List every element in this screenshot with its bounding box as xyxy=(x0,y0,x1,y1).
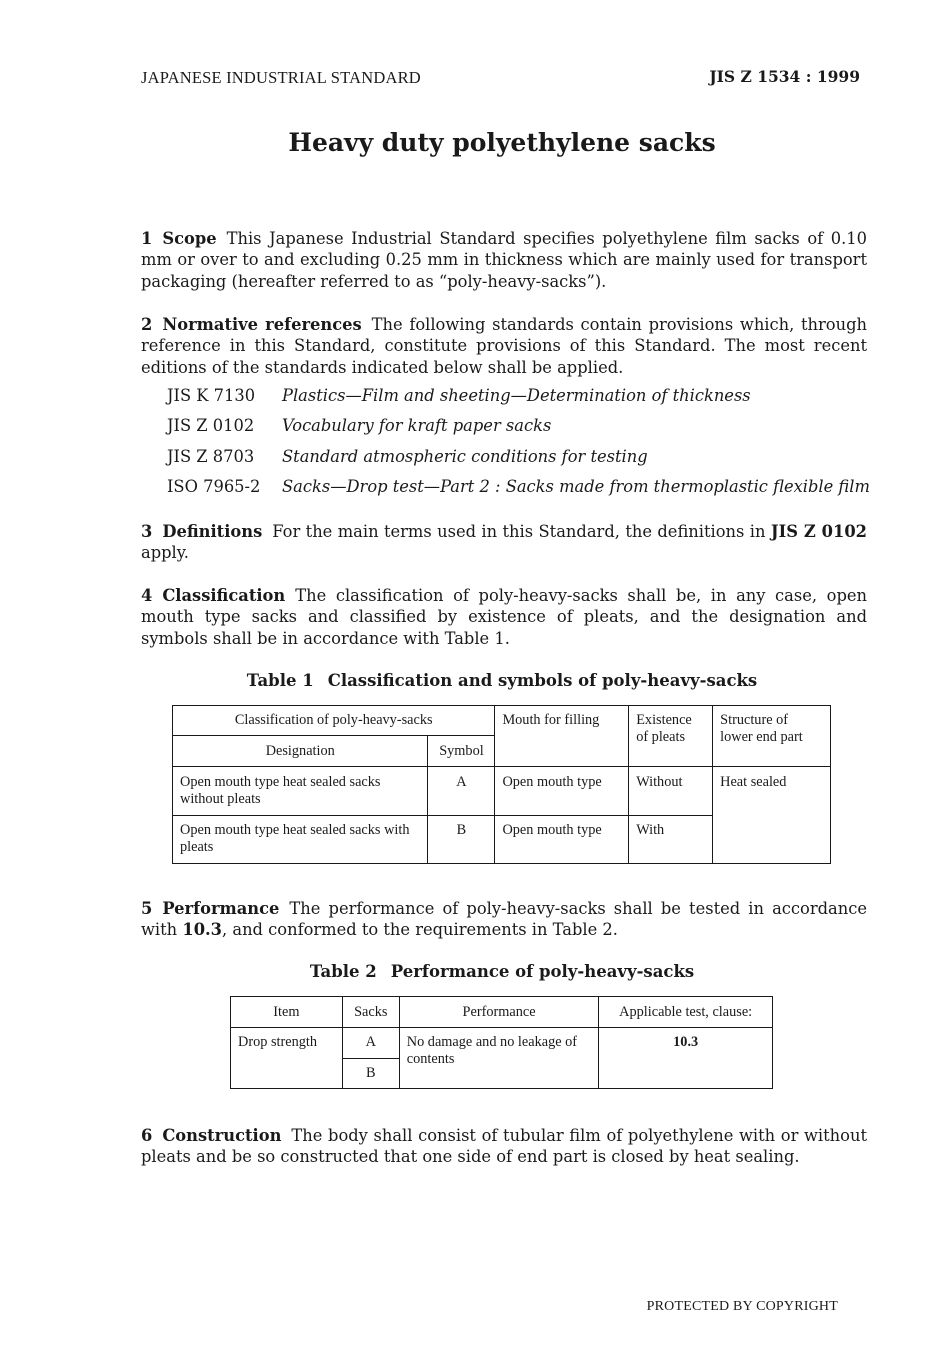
section-reference: 10.3 xyxy=(182,920,223,940)
table1-classification xyxy=(172,705,831,864)
table2-cell-test: 10.3 xyxy=(599,1028,773,1089)
copyright-notice: PROTECTED BY COPYRIGHT xyxy=(646,1299,838,1314)
table1-header-pleats: Existence of pleats xyxy=(629,706,713,767)
table2-header-item: Item xyxy=(231,997,343,1028)
table1-header-structure: Structure of lower end part xyxy=(713,706,831,767)
section-text: The following standards contain provisions which, through reference in this Standard, constitute provisions of this Standard. The most recent editions of the standards indicated below shall be applied. xyxy=(141,315,867,377)
reference-item xyxy=(167,477,870,507)
table1-cell-designation: Open mouth type heat sealed sacks with pleats xyxy=(173,816,428,864)
reference-code: JIS Z 8703 xyxy=(167,446,255,466)
table2-caption xyxy=(0,962,950,981)
section-number: 1 xyxy=(141,229,153,248)
table1-header-classification: Classification of poly-heavy-sacks xyxy=(173,706,495,736)
table1-cell-structure: Heat sealed xyxy=(713,767,831,864)
section-heading: Normative references xyxy=(162,315,362,334)
table1-cell-pleats: Without xyxy=(629,767,713,816)
table2-cell-item: Drop strength xyxy=(231,1028,343,1089)
table1-title: Classification and symbols of poly-heavy-sacks xyxy=(327,671,758,690)
section-number: 2 xyxy=(141,315,153,334)
section-text-end: apply. xyxy=(141,543,189,563)
section-heading: Classification xyxy=(162,586,286,605)
section-heading: Scope xyxy=(162,229,217,248)
table2-cell-performance: No damage and no leakage of contents xyxy=(399,1028,599,1089)
reference-code: JIS K 7130 xyxy=(167,386,256,405)
table2-label: Table 2 xyxy=(309,962,377,981)
table1-caption xyxy=(0,671,950,690)
table2-header-test: Applicable test, clause: xyxy=(599,997,773,1028)
section-text: This Japanese Industrial Standard specifies polyethylene film sacks of 0.10 mm or over to and excluding 0.25 mm in thickness which are mainly used for transport packaging (hereafter referred to as “poly-heavy-sacks”). xyxy=(141,229,867,291)
reference-code: JIS Z 0102 xyxy=(167,416,255,436)
section-text-end: , and conformed to the requirements in Table 2. xyxy=(222,920,618,940)
table-row xyxy=(173,767,831,816)
table1-header-mouth: Mouth for filling xyxy=(495,706,629,767)
section-text: The classification of poly-heavy-sacks shall be, in any case, open mouth type sacks and classified by existence of pleats, and the designation and symbols shall be in accordance with Table 1. xyxy=(141,586,867,648)
document-title: Heavy duty polyethylene sacks xyxy=(288,128,716,157)
standard-header-label: JAPANESE INDUSTRIAL STANDARD xyxy=(141,68,421,87)
section-text: The body shall consist of tubular film of polyethylene with or without pleats and be so constructed that one side of end part is closed by heat sealing. xyxy=(141,1126,867,1167)
section-text: For the main terms used in this Standard, the definitions in xyxy=(272,522,766,541)
table1-cell-mouth: Open mouth type xyxy=(495,816,629,864)
table1-cell-designation: Open mouth type heat sealed sacks without pleats xyxy=(173,767,428,816)
section-classification xyxy=(141,585,867,649)
section-number: 3 xyxy=(141,522,153,541)
table1-cell-mouth: Open mouth type xyxy=(495,767,629,816)
table2-cell-sacks-a: A xyxy=(342,1028,399,1059)
reference-code: ISO 7965-2 xyxy=(167,477,261,497)
table-row xyxy=(231,1028,773,1059)
section-heading: Construction xyxy=(162,1126,282,1145)
reference-item xyxy=(167,416,870,446)
table1-header-designation: Designation xyxy=(173,736,428,767)
section-number: 6 xyxy=(141,1126,153,1145)
table1-cell-pleats: With xyxy=(629,816,713,864)
section-text: The performance of poly-heavy-sacks shall be tested in accordance with xyxy=(141,899,867,940)
reference-item xyxy=(167,447,870,477)
section-reference: JIS Z 0102 xyxy=(770,522,867,541)
table2-performance xyxy=(230,996,773,1089)
section-number: 4 xyxy=(141,586,153,605)
reference-list xyxy=(167,386,870,508)
table2-header-sacks: Sacks xyxy=(342,997,399,1028)
section-definitions xyxy=(141,521,867,564)
table2-cell-sacks-b: B xyxy=(342,1059,399,1089)
reference-title: Vocabulary for kraft paper sacks xyxy=(282,416,552,436)
standard-number: JIS Z 1534 : 1999 xyxy=(709,67,860,86)
section-normative-references xyxy=(141,314,867,378)
section-performance xyxy=(141,898,867,941)
reference-item xyxy=(167,386,870,416)
reference-title: Plastics—Film and sheeting—Determination of thickness xyxy=(282,386,751,405)
reference-title: Standard atmospheric conditions for testing xyxy=(282,446,648,466)
table1-label: Table 1 xyxy=(246,671,314,690)
section-construction xyxy=(141,1125,867,1168)
section-heading: Performance xyxy=(162,899,280,918)
section-number: 5 xyxy=(141,899,153,918)
table1-header-symbol: Symbol xyxy=(428,736,495,767)
table2-title: Performance of poly-heavy-sacks xyxy=(390,962,695,981)
table1-cell-symbol: A xyxy=(428,767,495,816)
section-scope xyxy=(141,228,867,292)
table2-header-performance: Performance xyxy=(399,997,599,1028)
section-heading: Definitions xyxy=(162,522,263,541)
reference-title: Sacks—Drop test—Part 2 : Sacks made from thermoplastic flexible film xyxy=(282,477,870,497)
table1-cell-symbol: B xyxy=(428,816,495,864)
